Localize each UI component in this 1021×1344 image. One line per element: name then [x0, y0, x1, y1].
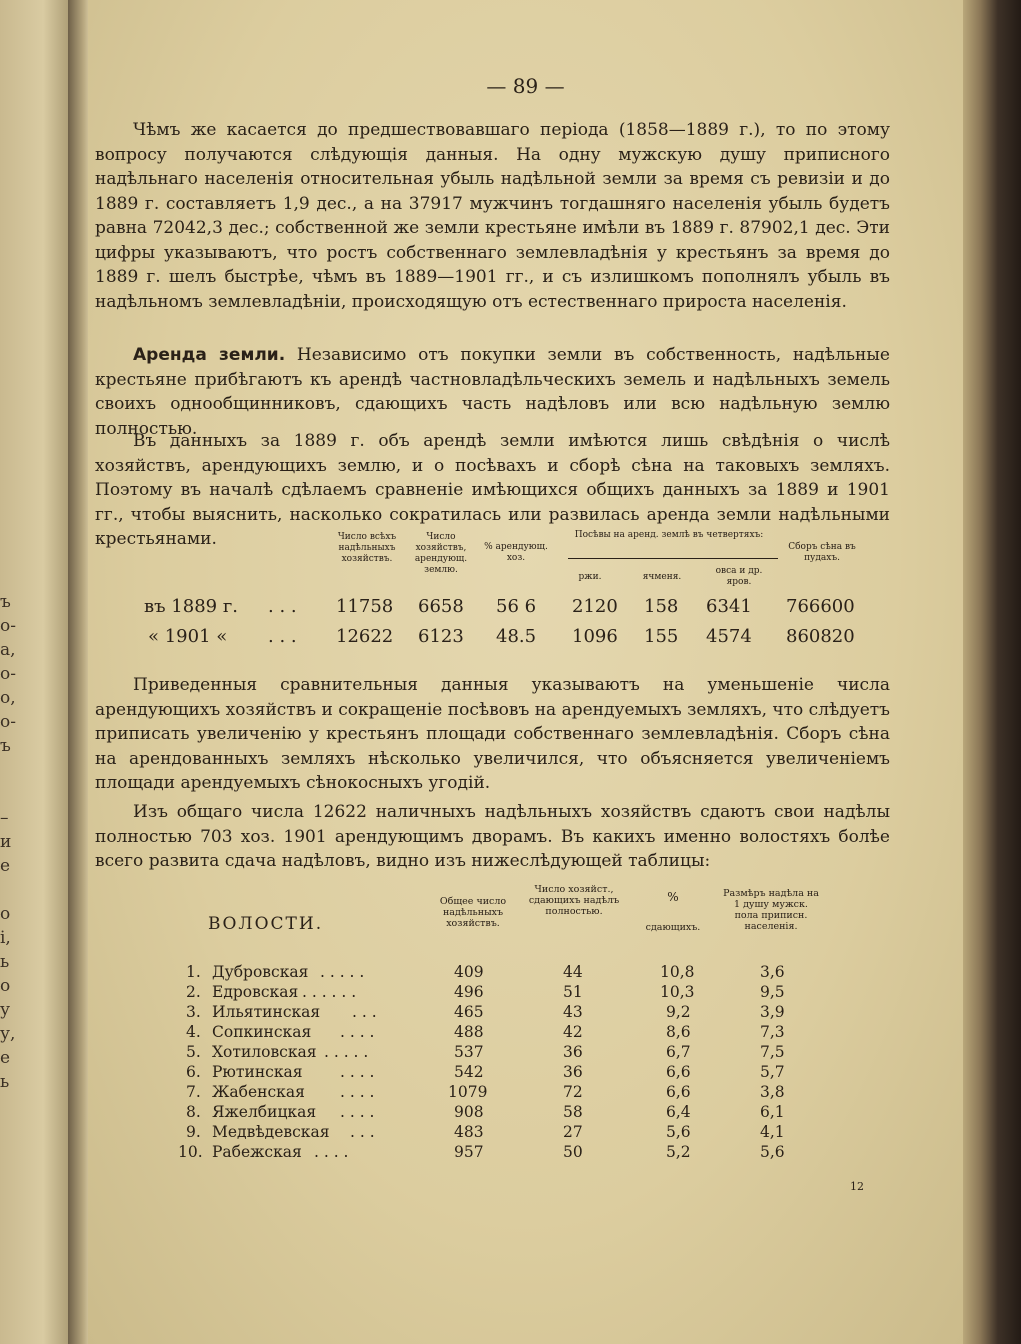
left-margin-text: [0, 590, 16, 1094]
row-dots: . . . . .: [324, 1043, 369, 1061]
table-row: [88, 1002, 963, 1022]
margin-fragment: о: [0, 976, 11, 996]
row-dots: . . . . . .: [302, 983, 357, 1001]
page-edge: [963, 0, 1021, 1344]
row-dots: . . . .: [340, 1083, 375, 1101]
margin-fragment: ь: [0, 952, 10, 972]
row-number: 3.: [186, 1003, 201, 1021]
header-rule: [568, 558, 778, 559]
left-page-fragment: [0, 0, 72, 1344]
table-row: [88, 962, 963, 982]
header-volost: ВОЛОСТИ.: [208, 914, 324, 934]
cell-percent: 6,6: [666, 1063, 691, 1081]
cell-percent: 5,6: [666, 1123, 691, 1141]
cell-size: 3,9: [760, 1003, 785, 1021]
cell-percent: 5,2: [666, 1143, 691, 1161]
header-rye: ржи.: [578, 572, 602, 582]
cell-size: 3,6: [760, 963, 785, 981]
cell-all: 12622: [336, 626, 394, 647]
margin-fragment: [0, 758, 16, 782]
header-hay: Сборъ сѣна въ пудахъ.: [788, 542, 856, 563]
cell-size: 6,1: [760, 1103, 785, 1121]
cell-hay: 766600: [786, 596, 855, 617]
table-row: [88, 982, 963, 1002]
margin-fragment: о,: [0, 688, 16, 708]
cell-leasing: 36: [563, 1063, 583, 1081]
book-gutter: [68, 0, 90, 1344]
cell-renting: 6658: [418, 596, 464, 617]
cell-total: 542: [454, 1063, 484, 1081]
cell-size: 9,5: [760, 983, 785, 1001]
cell-total: 465: [454, 1003, 484, 1021]
volost-name: Рабежская: [212, 1143, 302, 1161]
header-barley: ячменя.: [642, 572, 682, 582]
margin-fragment: і,: [0, 928, 11, 948]
cell-percent: 6,7: [666, 1043, 691, 1061]
row-number: 10.: [178, 1143, 203, 1161]
header-leasing-households: Число хозяйст., сдающихъ надѣлъ полностью.: [528, 884, 620, 917]
header-all-households: Число всѣхъ надѣльныхъ хозяйствъ.: [337, 532, 397, 564]
margin-fragment: е: [0, 1048, 11, 1068]
cell-oats: 4574: [706, 626, 752, 647]
cell-size: 7,3: [760, 1023, 785, 1041]
cell-size: 5,7: [760, 1063, 785, 1081]
cell-percent: 9,2: [666, 1003, 691, 1021]
cell-total: 488: [454, 1023, 484, 1041]
cell-percent: 10,8: [660, 963, 695, 981]
row-number: 9.: [186, 1123, 201, 1141]
cell-total: 537: [454, 1043, 484, 1061]
cell-oats: 6341: [706, 596, 752, 617]
paragraph-1: Чѣмъ же касается до предшествовавшаго періода (1858—1889 г.), то по этому вопросу получаются слѣдующія данныя. На одну мужскую душу приписного надѣльнаго населенія относительная убыль надѣльной земли за время съ ревизіи и до 1889 г. составляетъ 1,9 дес., а на 37917 мужчинъ тогдашняго населенія убыль будетъ равна 72042,3 дес.; собственной же земли крестьяне имѣли въ 1889 г. 87902,1 дес. Эти цифры указываютъ, что ростъ собственнаго землевладѣнія у крестьянъ за время до 1889 г. шелъ быстрѣе, чѣмъ въ 1889—1901 гг., и съ излишкомъ пополнялъ убыль въ надѣльномъ землевладѣніи, происходящую отъ естественнаго прироста населенія.: [95, 120, 890, 312]
row-dots: . . .: [350, 1123, 375, 1141]
row-dots: . . .: [268, 626, 297, 647]
row-dots: . . .: [352, 1003, 377, 1021]
margin-fragment: ь: [0, 1072, 10, 1092]
cell-leasing: 43: [563, 1003, 583, 1021]
cell-pct: 56 6: [496, 596, 537, 617]
cell-percent: 6,4: [666, 1103, 691, 1121]
row-number: 8.: [186, 1103, 201, 1121]
table-row: [144, 626, 914, 652]
margin-fragment: –: [0, 808, 9, 828]
table-row: [88, 1042, 963, 1062]
header-percent-symbol: %: [667, 890, 679, 904]
paragraph-4: Приведенныя сравнительныя данныя указываютъ на уменьшеніе числа арендующихъ хозяйствъ и сокращеніе посѣвовъ на арендуемыхъ земляхъ, что слѣдуетъ приписать увеличенію у крестьянъ площади собственнаго землевладѣнія. Сборъ сѣна на арендованныхъ земляхъ нѣсколько увеличился, что объясняется увеличеніемъ площади арендуемыхъ сѣнокосныхъ угодій.: [95, 675, 890, 793]
cell-barley: 158: [644, 596, 679, 617]
cell-size: 7,5: [760, 1043, 785, 1061]
margin-fragment: е: [0, 856, 11, 876]
section-heading: Аренда земли.: [133, 345, 286, 365]
margin-fragment: [0, 782, 16, 806]
paragraph-5: Изъ общаго числа 12622 наличныхъ надѣльныхъ хозяйствъ сдаютъ свои надѣлы полностью 703 хоз. 1901 арендующимъ дворамъ. Въ какихъ именно волостяхъ болѣе всего развита сдача надѣловъ, видно изъ нижеслѣдующей таблицы:: [95, 802, 890, 871]
table-row: [88, 1102, 963, 1122]
margin-fragment: о-: [0, 712, 16, 732]
margin-fragment: ъ: [0, 592, 11, 612]
row-dots: . . . .: [340, 1023, 375, 1041]
margin-fragment: ъ: [0, 736, 11, 756]
cell-size: 5,6: [760, 1143, 785, 1161]
margin-fragment: а,: [0, 640, 16, 660]
cell-total: 409: [454, 963, 484, 981]
row-number: 5.: [186, 1043, 201, 1061]
cell-leasing: 27: [563, 1123, 583, 1141]
cell-percent: 8,6: [666, 1023, 691, 1041]
volost-name: Рютинская: [212, 1063, 303, 1081]
cell-percent: 10,3: [660, 983, 695, 1001]
volost-name: Жабенская: [212, 1083, 305, 1101]
volost-name: Медвѣдевская: [212, 1123, 330, 1141]
table-row: [88, 1122, 963, 1142]
cell-rye: 2120: [572, 596, 618, 617]
margin-fragment: у,: [0, 1024, 16, 1044]
margin-fragment: о: [0, 904, 11, 924]
cell-barley: 155: [644, 626, 679, 647]
header-percent-renting: % арендующ. хоз.: [484, 542, 548, 563]
paragraph-2-text: Независимо отъ покупки земли въ собственность, надѣльные крестьяне прибѣгаютъ къ арендѣ частновладѣльческихъ земель и надѣльныхъ земель своихъ однообщинниковъ, сдающихъ часть надѣловъ или всю надѣльную землю полностью.: [95, 345, 890, 439]
volost-name: Едровская: [212, 983, 299, 1001]
row-dots: . . . .: [340, 1103, 375, 1121]
margin-fragment: о-: [0, 616, 16, 636]
table-row: [88, 1022, 963, 1042]
page-number: — 89 —: [486, 74, 565, 98]
cell-hay: 860820: [786, 626, 855, 647]
margin-fragment: и: [0, 832, 12, 852]
row-number: 1.: [186, 963, 201, 981]
row-number: 2.: [186, 983, 201, 1001]
row-number: 6.: [186, 1063, 201, 1081]
row-dots: . . . .: [314, 1143, 349, 1161]
margin-fragment: [0, 878, 16, 902]
cell-leasing: 42: [563, 1023, 583, 1041]
volost-name: Дубровская: [212, 963, 309, 981]
cell-total: 496: [454, 983, 484, 1001]
volost-name: Хотиловская: [212, 1043, 317, 1061]
cell-total: 957: [454, 1143, 484, 1161]
cell-renting: 6123: [418, 626, 464, 647]
cell-total: 483: [454, 1123, 484, 1141]
row-label: въ 1889 г.: [144, 596, 238, 617]
row-number: 4.: [186, 1023, 201, 1041]
cell-size: 3,8: [760, 1083, 785, 1101]
cell-pct: 48.5: [496, 626, 537, 647]
table-row: [88, 1082, 963, 1102]
cell-leasing: 36: [563, 1043, 583, 1061]
cell-leasing: 44: [563, 963, 583, 981]
cell-leasing: 50: [563, 1143, 583, 1161]
header-renting-households: Число хозяйствъ, арендующ. землю.: [414, 532, 468, 575]
cell-all: 11758: [336, 596, 394, 617]
cell-size: 4,1: [760, 1123, 785, 1141]
signature-mark: 12: [850, 1180, 864, 1193]
cell-leasing: 72: [563, 1083, 583, 1101]
volost-name: Ильятинская: [212, 1003, 321, 1021]
row-dots: . . .: [268, 596, 297, 617]
header-total-households: Общее число надѣльныхъ хозяйствъ.: [439, 896, 507, 929]
margin-fragment: о-: [0, 664, 16, 684]
volost-name: Сопкинская: [212, 1023, 312, 1041]
book-page: [88, 0, 963, 1344]
header-allotment-size: Размѣръ надѣла на 1 душу мужск. пола приписн. населенія.: [723, 888, 819, 932]
header-oats: овса и др. яров.: [715, 566, 763, 587]
row-number: 7.: [186, 1083, 201, 1101]
paragraph-3: Въ данныхъ за 1889 г. объ арендѣ земли имѣются лишь свѣдѣнія о числѣ хозяйствъ, арендующихъ землю, и о посѣвахъ и сборѣ сѣна на таковыхъ земляхъ. Поэтому въ началѣ сдѣлаемъ сравненіе имѣющихся общихъ данныхъ за 1889 и 1901 гг., чтобы выяснить, насколько сократилась или развилась аренда земли надѣльными крестьянами.: [95, 431, 890, 549]
cell-total: 908: [454, 1103, 484, 1121]
cell-leasing: 51: [563, 983, 583, 1001]
header-percent-leasing: сдающихъ.: [645, 922, 701, 933]
row-dots: . . . .: [340, 1063, 375, 1081]
row-dots: . . . . .: [320, 963, 365, 981]
table-row: [88, 1062, 963, 1082]
row-label: « 1901 «: [148, 626, 228, 647]
header-sown-group: Посѣвы на аренд. землѣ въ четвертяхъ:: [574, 530, 764, 540]
cell-leasing: 58: [563, 1103, 583, 1121]
table-row: [88, 1142, 963, 1162]
paragraph-2: [95, 343, 890, 441]
volost-table: [88, 880, 963, 1180]
cell-percent: 6,6: [666, 1083, 691, 1101]
table-row: [144, 596, 914, 622]
cell-total: 1079: [448, 1083, 488, 1101]
margin-fragment: у: [0, 1000, 11, 1020]
cell-rye: 1096: [572, 626, 618, 647]
volost-name: Яжелбицкая: [212, 1103, 317, 1121]
